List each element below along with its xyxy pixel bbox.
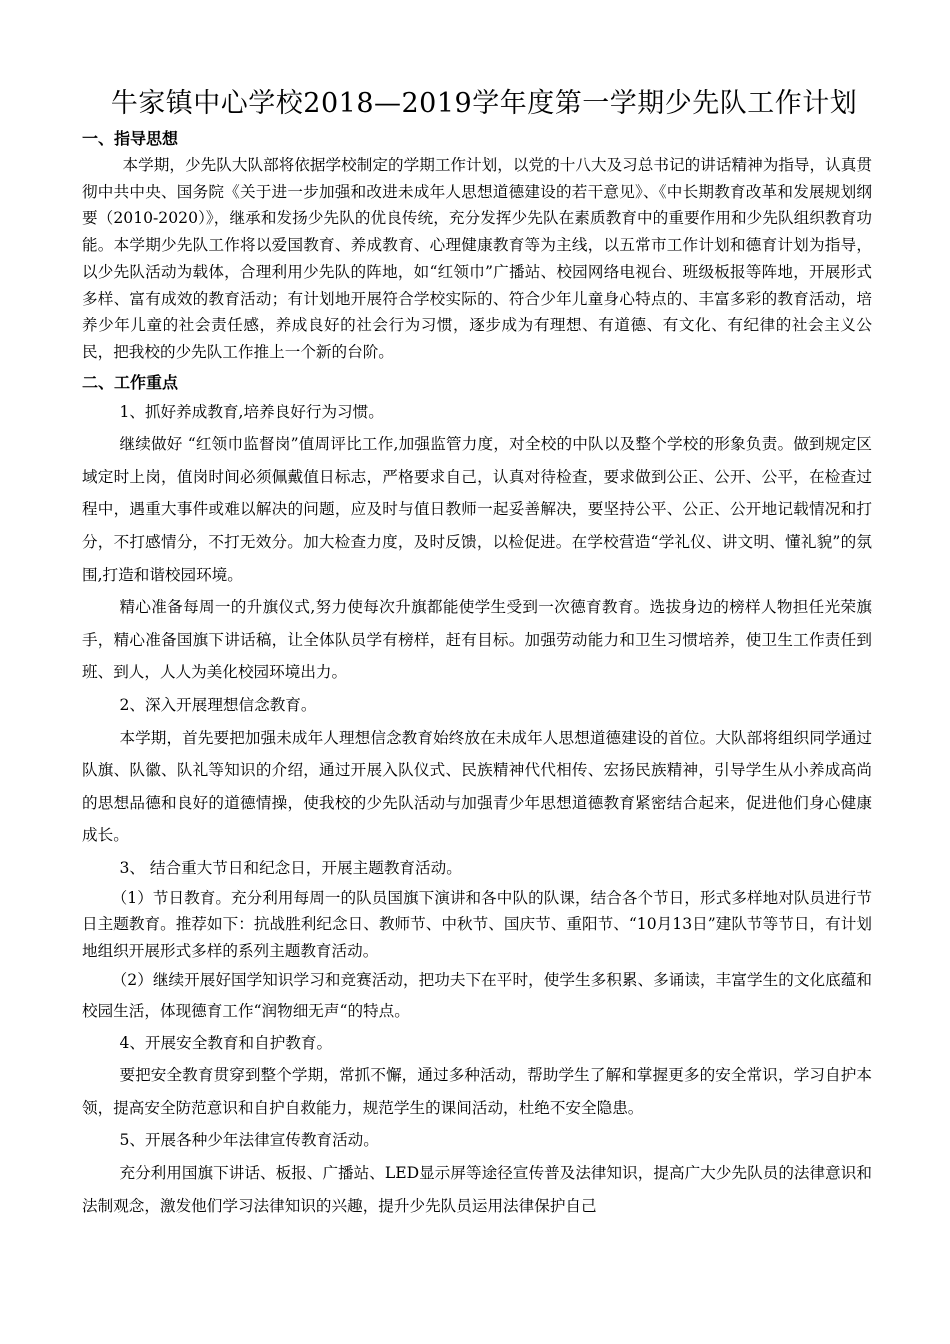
work-item-4-paragraph: 要把安全教育贯穿到整个学期，常抓不懈，通过多种活动，帮助学生了解和掌握更多的安全常识，学习自护本领，提高安全防范意识和自护自救能力，规范学生的课间活动，杜绝不安全隐患。 <box>82 1066 872 1117</box>
work-item-3-sub-1: （1）节日教育。充分利用每周一的队员国旗下演讲和各中队的队课，结合各个节日，形式多样地对队员进行节日主题教育。推荐如下：抗战胜利纪念日、教师节、中秋节、国庆节、重阳节、“10月13日”建队节等节日，有计划地组织开展形式多样的系列主题教育活动。 <box>82 888 872 960</box>
work-item-5-title: 5、开展各种少年法律宣传教育活动。 <box>119 1131 379 1150</box>
work-item-2-title: 2、深入开展理想信念教育。 <box>119 695 317 714</box>
document-page <box>82 86 872 1222</box>
document-title: 牛家镇中心学校2018—2019学年度第一学期少先队工作计划 <box>110 88 858 119</box>
section-heading-work-focus: 二、工作重点 <box>82 372 179 392</box>
section-heading-guiding-ideology: 一、指导思想 <box>82 129 179 148</box>
work-item-1-title: 1、抓好养成教育,培养良好行为习惯。 <box>119 402 384 421</box>
work-item-1-paragraph-1: 继续做好 “红领巾监督岗”值周评比工作,加强监管力度，对全校的中队以及整个学校的形象负责。做到规定区域定时上岗，值岗时间必须佩戴值日标志，严格要求自己，认真对待检查，要求做到公正、公开、公平，在检查过程中，遇重大事件或难以解决的问题，应及时与值日教师一起妥善解决，要坚持公平、公正、公开地记载情况和打分，不打感情分，不打无效分。加大检查力度，及时反馈，以检促进。在学校营造“学礼仪、讲文明、懂礼貌”的氛围,打造和谐校园环境。 <box>82 435 872 584</box>
work-item-5-paragraph: 充分利用国旗下讲话、板报、广播站、LED显示屏等途径宣传普及法律知识，提高广大少先队员的法律意识和法制观念，激发他们学习法律知识的兴趣，提升少先队员运用法律保护自己 <box>82 1164 872 1215</box>
work-item-3-sub-2: （2）继续开展好国学知识学习和竞赛活动，把功夫下在平时，使学生多积累、多诵读，丰富学生的文化底蕴和校园生活，体现德育工作“润物细无声“的特点。 <box>82 970 872 1020</box>
work-item-4-title: 4、开展安全教育和自护教育。 <box>119 1033 333 1052</box>
work-item-3-title: 3、 结合重大节日和纪念日，开展主题教育活动。 <box>119 858 462 877</box>
work-item-1-paragraph-2: 精心准备每周一的升旗仪式,努力使每次升旗都能使学生受到一次德育教育。选拔身边的榜样人物担任光荣旗手，精心准备国旗下讲话稿，让全体队员学有榜样，赶有目标。加强劳动能力和卫生习惯培养，使卫生工作责任到班、到人，人人为美化校园环境出力。 <box>82 598 872 682</box>
work-item-2-paragraph: 本学期，首先要把加强未成年人理想信念教育始终放在未成年人思想道德建设的首位。大队部将组织同学通过队旗、队徽、队礼等知识的介绍，通过开展入队仪式、民族精神代代相传、宏扬民族精神，引导学生从小养成高尚的思想品德和良好的道德情操，使我校的少先队活动与加强青少年思想道德教育紧密结合起来，促进他们身心健康成长。 <box>82 728 872 845</box>
guiding-ideology-paragraph: 本学期，少先队大队部将依据学校制定的学期工作计划，以党的十八大及习总书记的讲话精神为指导，认真贯彻中共中央、国务院《关于进一步加强和改进未成年人思想道德建设的若干意见》、《中长期教育改革和发展规划纲要（2010-2020）》，继承和发扬少先队的优良传统，充分发挥少先队在素质教育中的重要作用和少先队组织教育功能。本学期少先队工作将以爱国教育、养成教育、心理健康教育等为主线，以五常市工作计划和德育计划为指导，以少先队活动为载体，合理利用少先队的阵地，如“红领巾”广播站、校园网络电视台、班级板报等阵地，开展形式多样、富有成效的教育活动；有计划地开展符合学校实际的、符合少年儿童身心特点的、丰富多彩的教育活动，培养少年儿童的社会责任感，养成良好的社会行为习惯，逐步成为有理想、有道德、有文化、有纪律的社会主义公民，把我校的少先队工作推上一个新的台阶。 <box>82 156 872 361</box>
